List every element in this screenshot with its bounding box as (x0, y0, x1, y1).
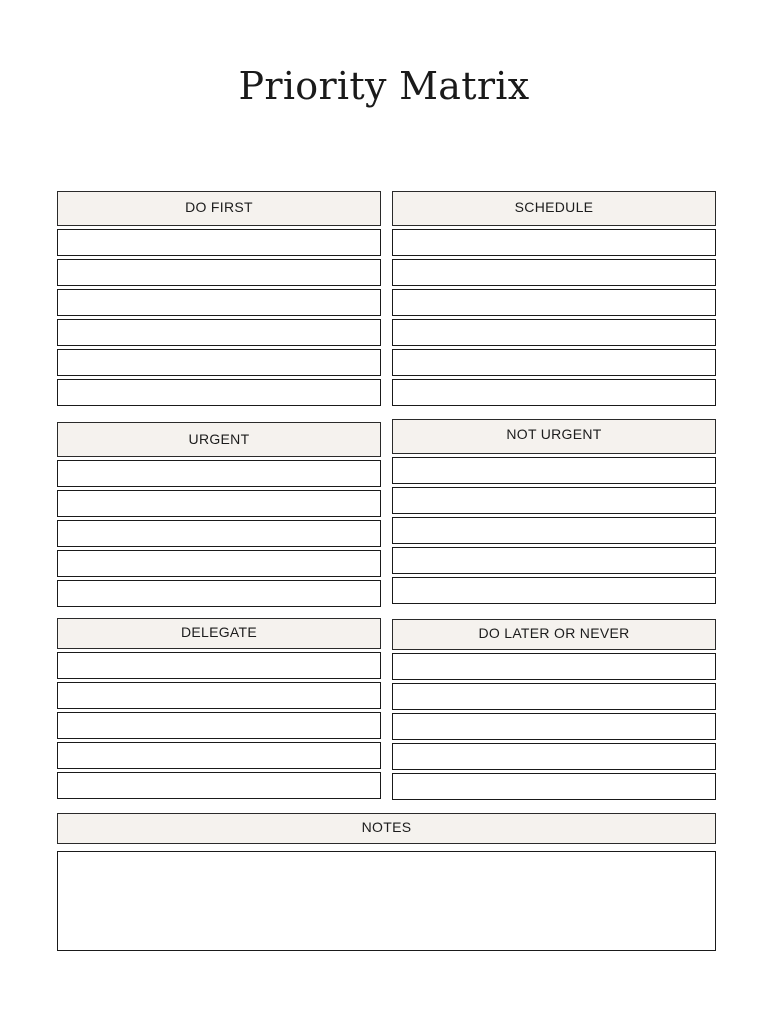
section-header-schedule: SCHEDULE (392, 191, 716, 226)
section-delegate (57, 618, 381, 799)
entry-line[interactable] (392, 229, 716, 256)
section-urgent (57, 422, 381, 607)
entry-line[interactable] (392, 547, 716, 574)
entry-line[interactable] (392, 713, 716, 740)
entry-line[interactable] (392, 653, 716, 680)
entry-line[interactable] (392, 577, 716, 604)
section-header-delegate: DELEGATE (57, 618, 381, 649)
entry-line[interactable] (57, 460, 381, 487)
section-header-not-urgent: NOT URGENT (392, 419, 716, 454)
entry-line[interactable] (392, 487, 716, 514)
entry-line[interactable] (57, 229, 381, 256)
section-header-do-first: DO FIRST (57, 191, 381, 226)
section-do-later-or-never (392, 619, 716, 800)
entry-line[interactable] (57, 520, 381, 547)
notes-header: NOTES (57, 813, 716, 844)
entry-line[interactable] (57, 772, 381, 799)
entry-line[interactable] (57, 742, 381, 769)
entry-line[interactable] (57, 349, 381, 376)
entry-line[interactable] (392, 457, 716, 484)
entry-line[interactable] (392, 773, 716, 800)
entry-line[interactable] (57, 289, 381, 316)
section-not-urgent (392, 419, 716, 604)
entry-line[interactable] (392, 289, 716, 316)
entry-line[interactable] (57, 379, 381, 406)
entry-line[interactable] (392, 683, 716, 710)
entry-line[interactable] (392, 743, 716, 770)
section-do-first (57, 191, 381, 406)
section-header-do-later-or-never: DO LATER OR NEVER (392, 619, 716, 650)
entry-line[interactable] (392, 319, 716, 346)
entry-line[interactable] (392, 379, 716, 406)
entry-line[interactable] (57, 550, 381, 577)
entry-line[interactable] (57, 490, 381, 517)
entry-line[interactable] (57, 682, 381, 709)
entry-line[interactable] (57, 712, 381, 739)
section-header-urgent: URGENT (57, 422, 381, 457)
page-title: Priority Matrix (238, 64, 530, 108)
notes-box[interactable] (57, 851, 716, 951)
entry-line[interactable] (57, 652, 381, 679)
entry-line[interactable] (392, 517, 716, 544)
entry-line[interactable] (392, 259, 716, 286)
entry-line[interactable] (57, 580, 381, 607)
entry-line[interactable] (392, 349, 716, 376)
entry-line[interactable] (57, 259, 381, 286)
entry-line[interactable] (57, 319, 381, 346)
section-schedule (392, 191, 716, 406)
